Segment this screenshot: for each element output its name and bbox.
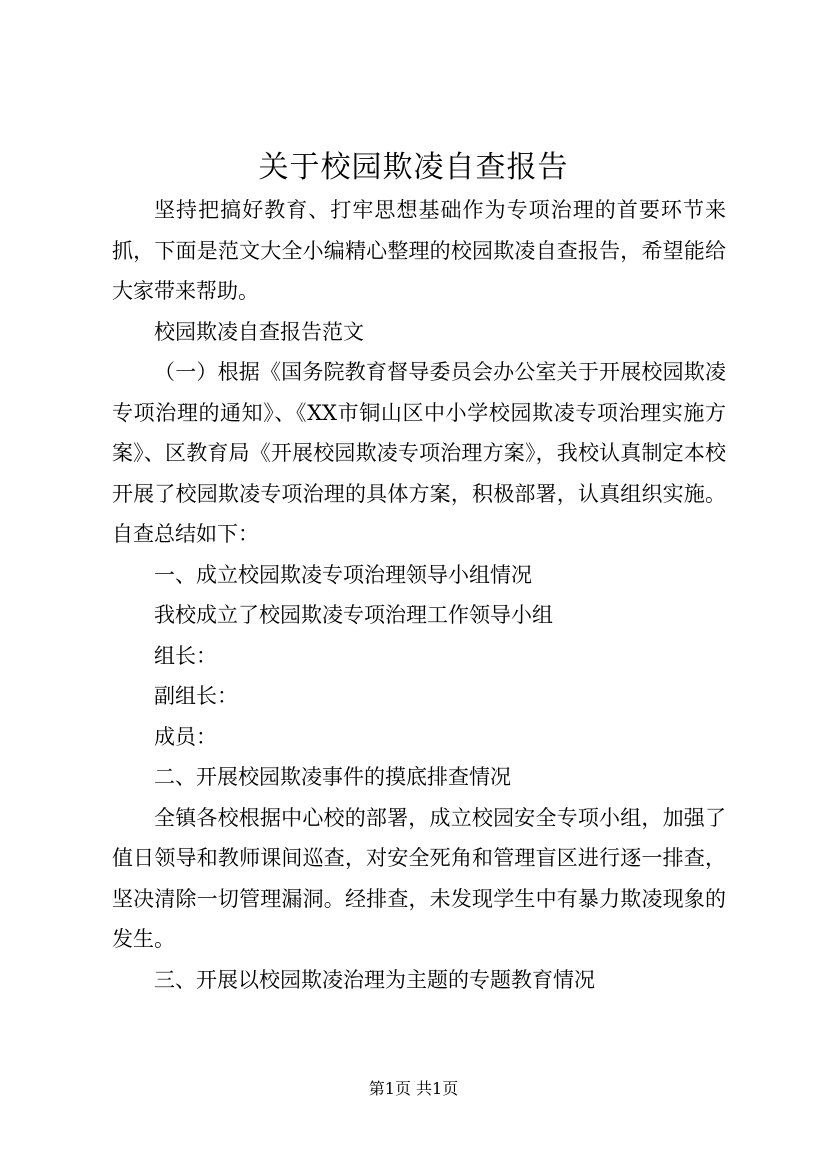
section-heading-2: 二、开展校园欺凌事件的摸底排查情况 (154, 765, 511, 789)
paragraph-subtitle: 校园欺凌自查报告范文 (154, 319, 364, 344)
page-footer: 第1页 共1页 (368, 1079, 459, 1098)
paragraph-intro: 坚持把搞好教育、打牢思想基础作为专项治理的首要环节来抓，下面是范文大全小编精心整理的校园欺凌自查报告，希望能给大家带来帮助。 (112, 198, 726, 303)
paragraph-leadership-group: 我校成立了校园欺凌专项治理工作领导小组 (154, 603, 553, 627)
paragraph-members: 成员： (154, 724, 217, 749)
paragraph-leader: 组长： (154, 643, 217, 668)
document-body (112, 190, 726, 1000)
document-title: 关于校园欺凌自查报告 (258, 150, 569, 185)
paragraph-basis: （一）根据《国务院教育督导委员会办公室关于开展校园欺凌专项治理的通知》、《XX市铜山区中小学校园欺凌专项治理实施方案》、区教育局《开展校园欺凌专项治理方案》，我校认真制定本校开展了校园欺凌专项治理的具体方案，积极部署，认真组织实施。自查总结如下： (112, 360, 726, 546)
paragraph-inspection: 全镇各校根据中心校的部署，成立校园安全专项小组，加强了值日领导和教师课间巡查，对安全死角和管理盲区进行逐一排查，坚决清除一切管理漏洞。经排查，未发现学生中有暴力欺凌现象的发生。 (112, 805, 726, 951)
section-heading-3: 三、开展以校园欺凌治理为主题的专题教育情况 (154, 967, 595, 992)
section-heading-1: 一、成立校园欺凌专项治理领导小组情况 (154, 562, 532, 587)
paragraph-deputy-leader: 副组长： (154, 684, 238, 708)
